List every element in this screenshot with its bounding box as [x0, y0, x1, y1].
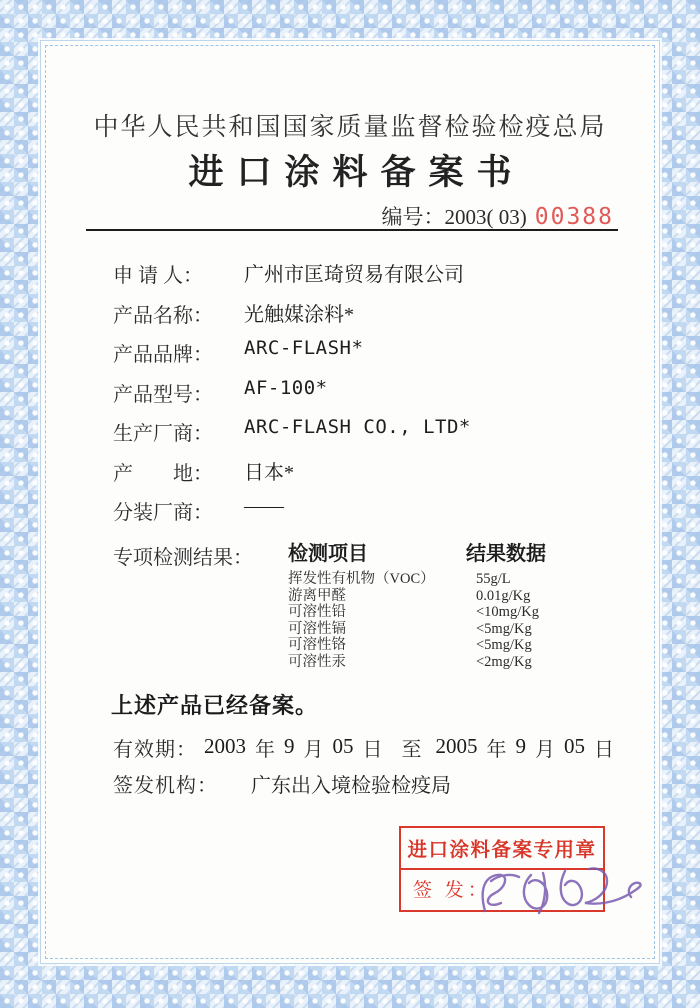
- registration-stamp-box: [399, 826, 605, 912]
- field-label: 产 地：: [113, 462, 213, 485]
- document-title: 进口涂料备案书: [188, 153, 525, 192]
- field-value: 广州市匡琦贸易有限公司: [244, 264, 464, 286]
- validity-part: 年: [255, 739, 275, 761]
- test-column-header-item: 检测项目: [288, 543, 368, 565]
- field-label: 生产厂商：: [113, 423, 213, 445]
- issuing-authority-title: 中华人民共和国国家质量监督检验检疫总局: [93, 114, 607, 141]
- test-item: 挥发性有机物（VOC）: [288, 571, 435, 587]
- field-label: 产品名称：: [113, 304, 213, 327]
- certificate-card: [40, 40, 660, 964]
- validity-label: 有效期：: [113, 739, 197, 761]
- test-results-section-label: 专项检测结果：: [113, 547, 253, 569]
- number-value: 00388: [534, 204, 614, 230]
- field-row-model: [41, 372, 659, 412]
- field-value: ——: [244, 495, 284, 517]
- validity-part: 日: [594, 739, 614, 761]
- test-results-table: [288, 537, 546, 670]
- test-result: <5mg/Kg: [476, 637, 532, 653]
- field-value: 光触媒涂料*: [244, 303, 354, 326]
- field-value: ARC-FLASH CO., LTD*: [244, 416, 471, 438]
- field-row-applicant: [41, 253, 659, 293]
- number-label: 编号：: [381, 205, 445, 229]
- validity-part: 05: [564, 734, 585, 758]
- field-row-product-name: [41, 293, 659, 333]
- test-item: 游离甲醛: [288, 587, 346, 604]
- field-row-manufacturer: [41, 411, 659, 451]
- header-divider-rule: [86, 229, 618, 231]
- stamp-title: 进口涂料备案专用章: [401, 828, 603, 870]
- validity-part: 月: [303, 739, 324, 761]
- registration-statement: 上述产品已经备案。: [111, 693, 319, 718]
- test-result: <5mg/Kg: [476, 620, 532, 637]
- test-result: 0.01g/Kg: [476, 587, 531, 604]
- validity-part: 2003: [204, 734, 246, 758]
- field-row-brand: [41, 332, 659, 372]
- test-result: 55g/L: [476, 571, 511, 587]
- validity-row: [113, 733, 621, 762]
- field-label: 分装厂商：: [113, 502, 213, 524]
- validity-part: 9: [515, 734, 526, 758]
- test-item: 可溶性镉: [288, 620, 346, 637]
- validity-part: 至: [401, 739, 422, 761]
- validity-part: 9: [284, 734, 295, 758]
- test-item: 可溶性铬: [288, 637, 346, 653]
- validity-part: 年: [486, 739, 507, 761]
- test-column-header-result: 结果数据: [466, 543, 546, 565]
- field-value: AF-100*: [244, 376, 328, 399]
- test-result: <2mg/Kg: [476, 653, 532, 670]
- test-item: 可溶性汞: [288, 653, 346, 670]
- stamp-sign-label: 签 发：: [413, 880, 491, 901]
- field-label: 产品型号：: [113, 383, 213, 406]
- issuer-label: 签发机构：: [113, 775, 218, 797]
- issuer-value: 广东出入境检验检疫局: [251, 775, 451, 797]
- validity-part: 月: [535, 739, 555, 761]
- test-item: 可溶性铅: [288, 604, 346, 620]
- stamp-sign-row: [401, 870, 603, 907]
- validity-part: 日: [362, 739, 383, 761]
- validity-part: 2005: [435, 734, 478, 758]
- issuer-row: [113, 769, 451, 798]
- field-value: 日本*: [244, 461, 294, 484]
- number-prefix: 2003( 03): [444, 205, 527, 229]
- field-value: ARC-FLASH*: [244, 337, 364, 359]
- field-label: 产品品牌：: [113, 344, 213, 366]
- certificate-number-line: [382, 201, 615, 231]
- field-row-origin: [41, 451, 659, 491]
- validity-part: 05: [332, 734, 354, 758]
- field-label: 申 请 人：: [113, 265, 203, 287]
- field-row-repacker: [41, 490, 659, 530]
- test-result: <10mg/Kg: [476, 604, 539, 620]
- fields-section: [41, 253, 659, 530]
